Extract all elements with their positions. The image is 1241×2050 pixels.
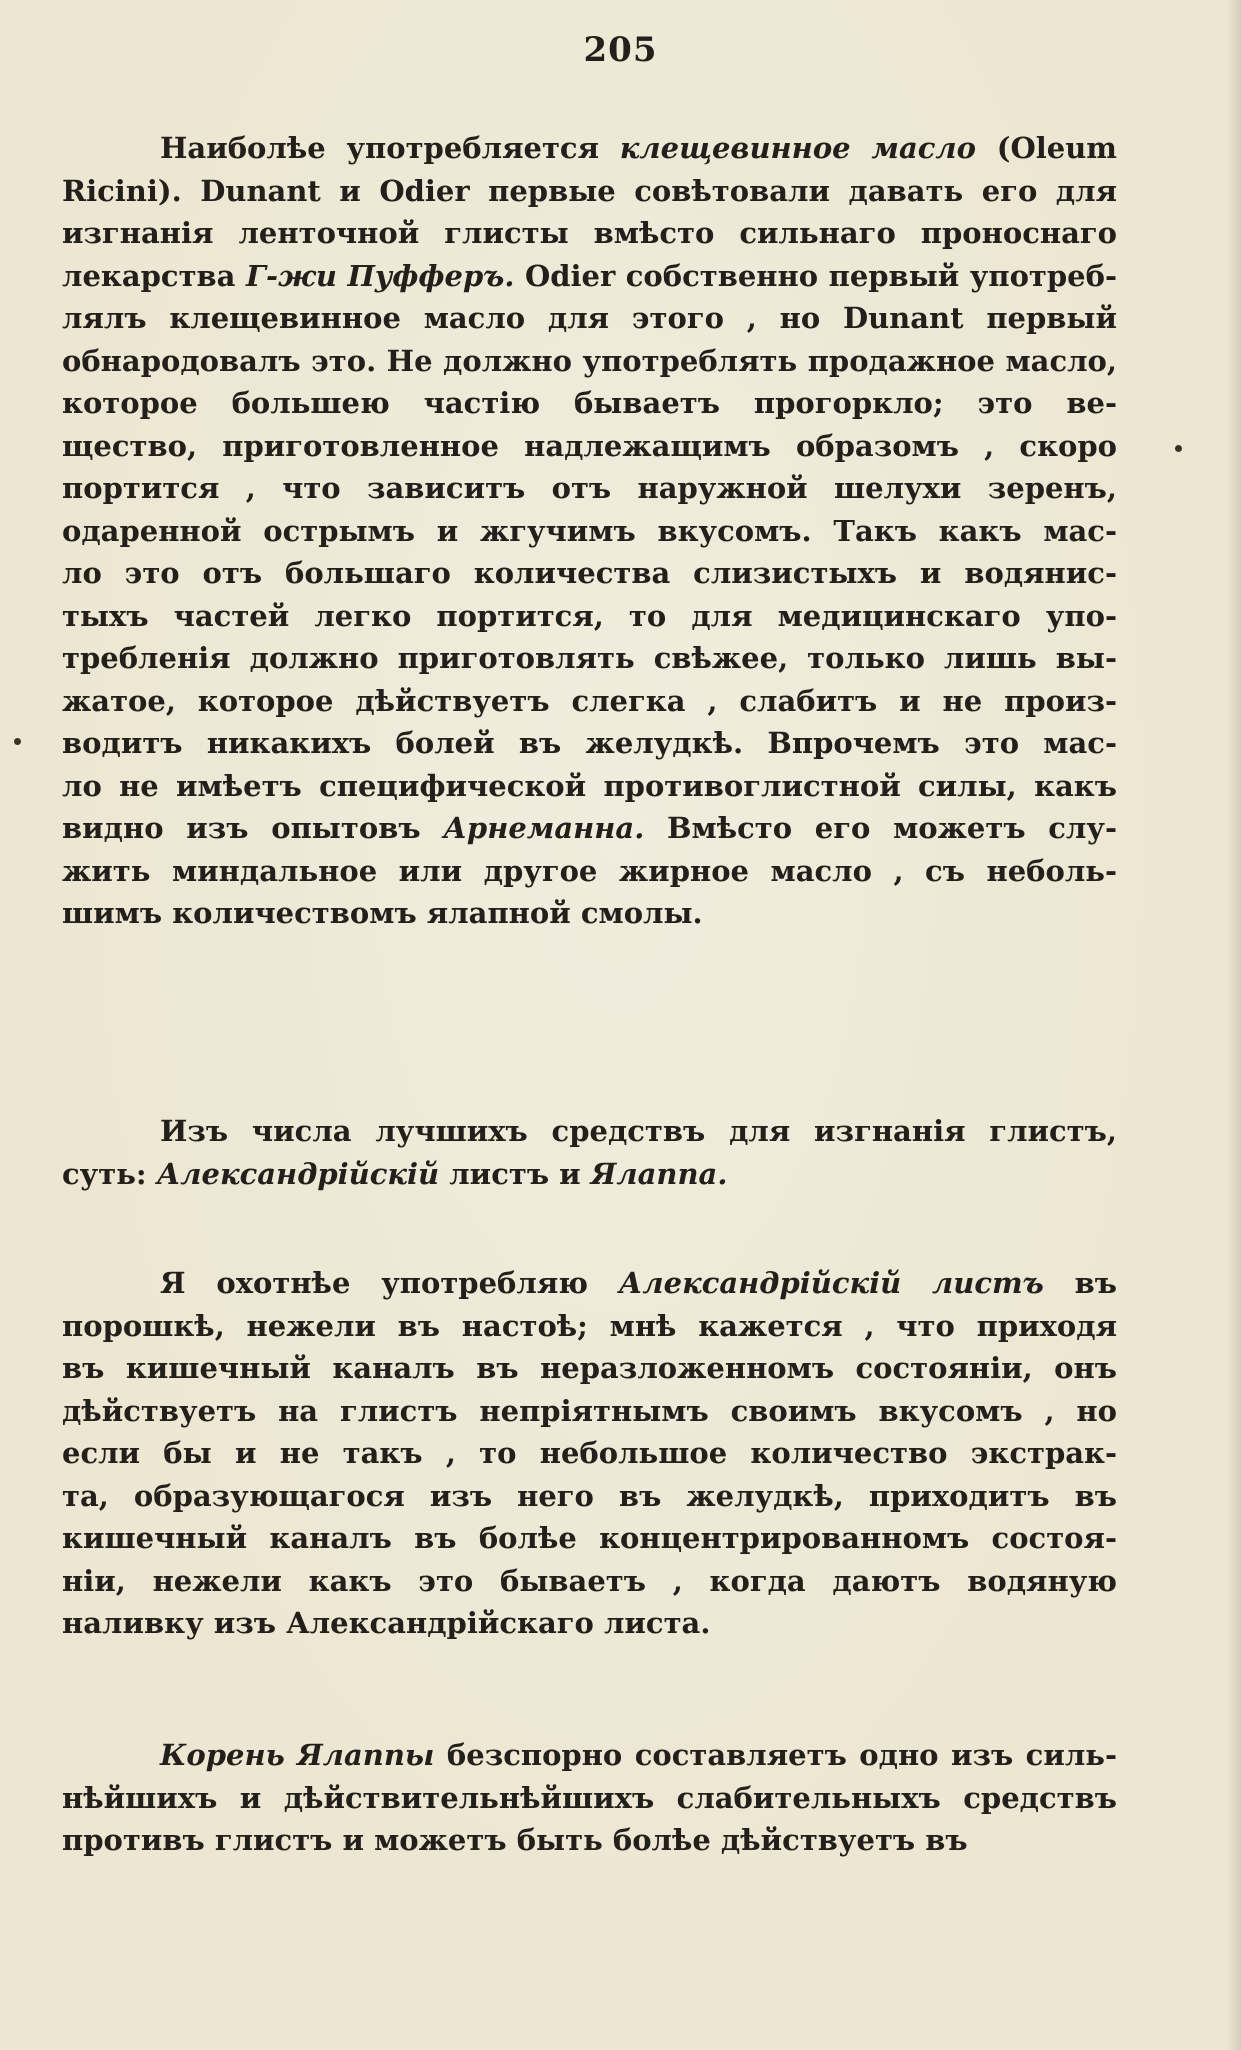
text-line	[62, 1110, 1117, 1153]
text-run: обнародовалъ это. Не должно употреблять продажное масло,	[62, 343, 1117, 378]
text-run: требленія должно приготовлять свѣжее, только лишь вы-	[62, 641, 1117, 675]
text-run: въ кишечный каналъ въ неразложенномъ состояніи, онъ	[62, 1351, 1117, 1385]
text-run: противъ глистъ и можетъ быть болѣе дѣйствуетъ въ	[62, 1823, 968, 1857]
italic-term: клещевинное масло	[619, 131, 976, 165]
paragraph-jalap-root	[62, 1734, 1117, 1862]
text-run: Odier собственно первый употреб-	[514, 258, 1117, 293]
text-line	[62, 1475, 1117, 1518]
text-run: портится , что зависитъ отъ наружной шелухи зеренъ,	[62, 471, 1117, 505]
text-line	[62, 1390, 1117, 1433]
text-line	[62, 1819, 1117, 1862]
text-run: Ricini). Dunant и Odier первые совѣтовали давать его для	[62, 173, 1117, 208]
text-run: нѣйшихъ и дѣйствительнѣйшихъ слабительныхъ средствъ	[62, 1780, 1117, 1815]
text-line	[62, 1777, 1117, 1820]
ink-speck	[1175, 445, 1182, 452]
paragraph-senna-leaf	[62, 1262, 1117, 1645]
text-run: жить миндальное или другое жирное масло , съ неболь-	[62, 853, 1117, 888]
text-line	[62, 340, 1117, 383]
text-run: Вмѣсто его можетъ слу-	[644, 811, 1117, 845]
text-run: ніи, нежели какъ это бываетъ , когда даютъ водяную	[62, 1563, 1117, 1598]
text-line	[62, 212, 1117, 255]
text-line	[62, 1517, 1117, 1560]
text-line	[62, 382, 1117, 425]
text-line	[62, 1262, 1117, 1305]
text-line	[62, 467, 1117, 510]
paragraph-castor-oil	[62, 127, 1117, 935]
italic-term: Александрійскій	[156, 1156, 440, 1191]
text-line	[62, 170, 1117, 213]
text-run: шимъ количествомъ ялапной смолы.	[62, 896, 703, 930]
paragraph-best-remedies	[62, 1110, 1117, 1195]
text-run: если бы и не такъ , то небольшое количество экстрак-	[62, 1436, 1117, 1470]
text-line	[62, 510, 1117, 553]
italic-term: Ялаппа.	[590, 1156, 728, 1191]
text-line	[62, 722, 1117, 765]
text-run: тыхъ частей легко портится, то для медицинскаго упо-	[62, 598, 1117, 633]
text-run: которое большею частію бываетъ прогоркло; это ве-	[62, 386, 1117, 420]
text-line	[62, 552, 1117, 595]
text-run: дѣйствуетъ на глистъ непріятнымъ своимъ вкусомъ , но	[62, 1393, 1117, 1428]
text-line	[62, 680, 1117, 723]
text-run: изгнанія ленточной глисты вмѣсто сильнаго проноснаго	[62, 216, 1117, 250]
text-run: въ	[1043, 1266, 1117, 1300]
text-line	[62, 595, 1117, 638]
text-line	[62, 1305, 1117, 1348]
text-run: (Oleum	[975, 131, 1117, 165]
text-run: щество, приготовленное надлежащимъ образомъ , скоро	[62, 428, 1117, 463]
text-line	[62, 1432, 1117, 1475]
italic-term: Корень Ялаппы	[160, 1738, 435, 1772]
text-run: жатое, которое дѣйствуетъ слегка , слабитъ и не произ-	[62, 683, 1117, 718]
text-run: ло это отъ большаго количества слизистыхъ и водянис-	[62, 556, 1117, 590]
ink-speck	[14, 738, 21, 745]
text-line	[62, 1560, 1117, 1603]
text-run: кишечный каналъ въ болѣе концентрированномъ состоя-	[62, 1521, 1117, 1555]
text-run: порошкѣ, нежели въ настоѣ; мнѣ кажется , что приходя	[62, 1308, 1117, 1343]
text-run: листъ и	[439, 1156, 591, 1191]
text-run: лялъ клещевинное масло для этого , но Dunant первый	[62, 301, 1117, 335]
italic-term: Александрійскій листъ	[618, 1266, 1044, 1300]
text-line	[62, 1347, 1117, 1390]
text-run: ло не имѣетъ специфической противоглистной силы, какъ	[62, 768, 1117, 803]
text-run: видно изъ опытовъ	[62, 811, 444, 845]
text-line	[62, 1602, 1117, 1645]
page-edge-shadow	[1227, 0, 1241, 2050]
text-run: Изъ числа лучшихъ средствъ для изгнанія глистъ,	[160, 1114, 1117, 1148]
text-line	[62, 807, 1117, 850]
text-run: безспорно составляетъ одно изъ силь-	[434, 1738, 1117, 1772]
text-line	[62, 850, 1117, 893]
text-run: Наиболѣе употребляется	[160, 131, 620, 165]
text-run: лекарства	[62, 258, 246, 293]
text-line	[62, 765, 1117, 808]
text-run: Я охотнѣе употребляю	[160, 1266, 619, 1300]
text-line	[62, 637, 1117, 680]
text-run: суть:	[62, 1156, 157, 1191]
italic-term: Арнеманна.	[443, 811, 645, 845]
text-line	[62, 297, 1117, 340]
page-number: 205	[583, 30, 658, 70]
text-line	[62, 1153, 1117, 1196]
text-run: наливку изъ Александрійскаго листа.	[62, 1606, 711, 1640]
text-run: водитъ никакихъ болей въ желудкѣ. Впрочемъ это мас-	[62, 726, 1117, 760]
text-line	[62, 127, 1117, 170]
text-run: та, образующагося изъ него въ желудкѣ, приходитъ въ	[62, 1478, 1117, 1513]
text-run: одаренной острымъ и жгучимъ вкусомъ. Такъ какъ мас-	[62, 513, 1117, 548]
italic-term: Г-жи Пуфферъ.	[245, 258, 515, 293]
text-line	[62, 425, 1117, 468]
text-line	[62, 1734, 1117, 1777]
text-line	[62, 255, 1117, 298]
text-line	[62, 892, 1117, 935]
